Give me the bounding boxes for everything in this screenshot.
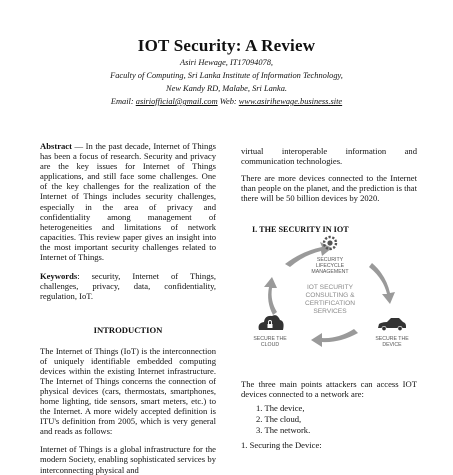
diagram-svg — [240, 229, 420, 364]
list-item: 1. The device, — [256, 403, 305, 414]
email-link[interactable]: asiriofficial@gmail.com — [135, 97, 218, 106]
right-paragraph-1: virtual interoperable information and communication technologies. — [241, 146, 417, 167]
center-line-4: SERVICES — [313, 308, 347, 315]
keywords-label: Keywords — [40, 271, 78, 282]
top-label-line-3: MANAGEMENT — [311, 269, 349, 275]
arrow-bottom — [311, 329, 358, 347]
left-column — [40, 141, 216, 475]
author-line: Asiri Hewage, IT17094078, — [179, 58, 274, 67]
contact-line — [0, 97, 453, 107]
right-paragraph-2: There are more devices connected to the Internet than people on the planet, and the prediction is that there will be 50 billion devices by 2020. — [241, 173, 417, 204]
abstract-paragraph — [40, 141, 216, 262]
web-link[interactable]: www.asirihewage.business.site — [238, 97, 343, 106]
right-label-line-2: DEVICE — [382, 342, 402, 348]
introduction-heading: INTRODUCTION — [93, 325, 163, 336]
right-column-bottom — [241, 379, 417, 451]
center-line-1: IOT SECURITY — [306, 284, 354, 291]
security-section-heading: I. THE SECURITY IN IOT — [252, 225, 349, 235]
email-label: Email: — [110, 97, 134, 106]
left-label-line-2: CLOUD — [260, 342, 280, 348]
center-line-2: CONSULTING & — [305, 292, 355, 299]
abstract-text: — In the past decade, Internet of Things has been a focus of research. Security and privacy are the key issues for Internet of Things applications, and still face some challenges. One of the key challenges for the realization of the Internet of Things includes security challenges, especially in the area of privacy and confidentiality among management of heterogeneities and limitations of network capacities. This review paper gives an insight into the most important security challenges related to Internet of Things. — [40, 141, 216, 263]
iot-security-diagram — [240, 229, 420, 364]
cloud-lock-icon — [259, 315, 284, 330]
top-label-line-1: SECURITY — [316, 257, 344, 263]
list-item: 2. The cloud, — [256, 414, 302, 425]
address-line: New Kandy RD, Malabe, Sri Lanka. — [166, 84, 287, 93]
arrow-right — [369, 263, 395, 304]
car-icon — [378, 318, 406, 331]
left-label-line-1: SECURE THE — [253, 336, 287, 342]
top-label-line-2: LIFECYCLE — [315, 263, 345, 269]
introduction-paragraph-1: The Internet of Things (IoT) is the interconnection of uniquely identifiable embedded computing devices within the existing Internet infrastructure. The Internet of Things concerns the connection of physical devices (cars, thermostats, smartphones, home lighting, tide sensors, smart meters, etc.) to the Internet. A more widely accepted definition is ITU's definition from 2005, which is very general and reads as follows: — [40, 345, 216, 437]
abstract-label: Abstract — [40, 141, 72, 151]
right-paragraph-3: The three main points attackers can access IOT devices connected to a network are: — [241, 379, 417, 400]
right-label-line-1: SECURE THE — [375, 336, 409, 342]
arrow-left — [264, 277, 277, 315]
center-line-3: CERTIFICATION — [305, 300, 355, 307]
affiliation-line: Faculty of Computing, Sri Lanka Institute of Information Technology, — [110, 71, 343, 80]
introduction-paragraph-2: Internet of Things is a global infrastructure for the modern Society, enabling sophisticated services by interconnecting physical and — [40, 444, 216, 475]
web-label: Web: — [219, 97, 237, 106]
list-item: 3. The network. — [256, 425, 311, 436]
paper-title: IOT Security: A Review — [137, 36, 316, 55]
keywords-text: : security, Internet of Things, challenges, privacy, data, confidentiality, regulation, IoT. — [40, 271, 216, 302]
right-column-top — [241, 146, 417, 236]
attack-points-list — [241, 403, 417, 435]
keywords-paragraph — [40, 271, 216, 301]
securing-device-subheading: 1. Securing the Device: — [241, 440, 322, 451]
